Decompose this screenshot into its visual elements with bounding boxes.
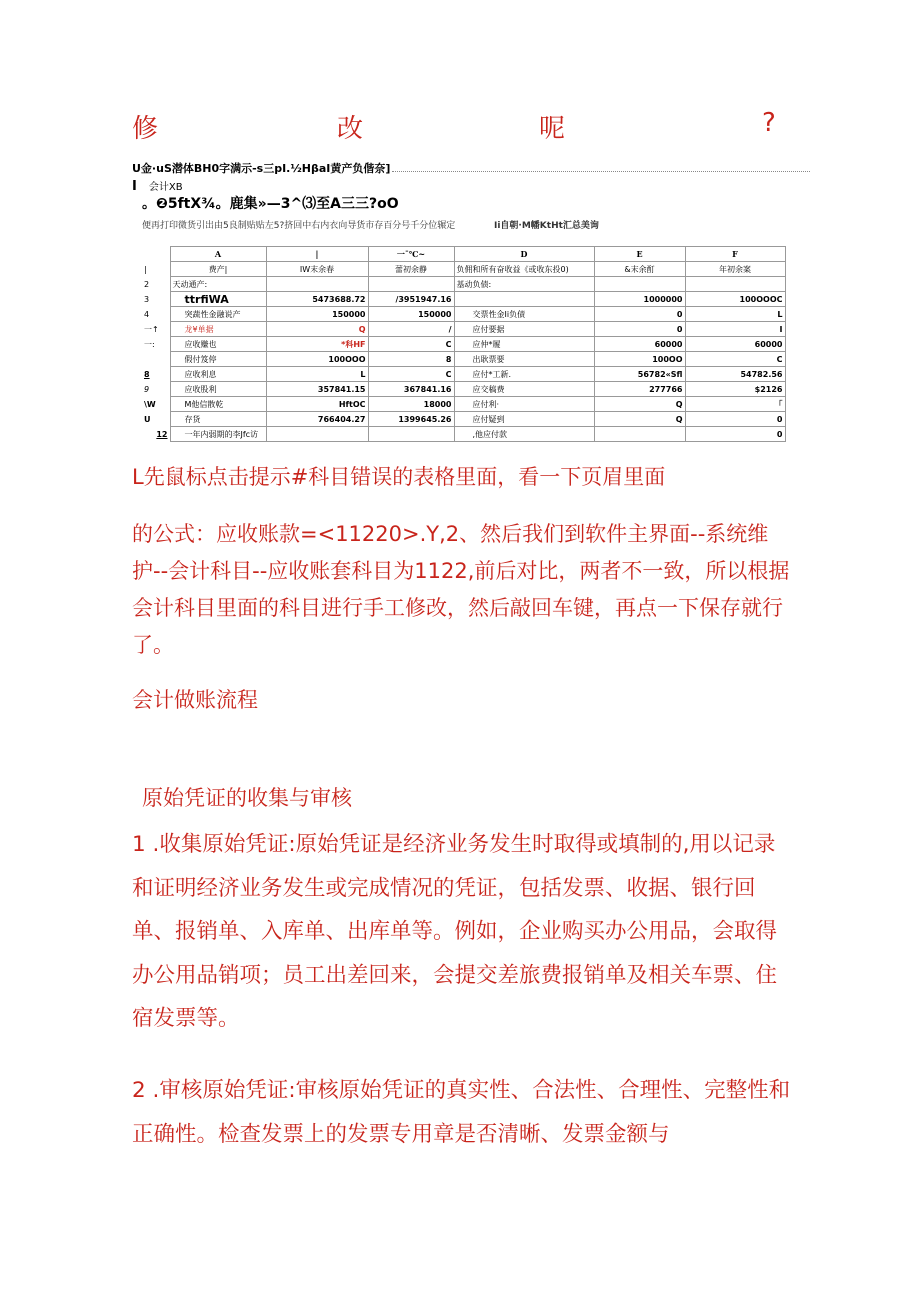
- cell[interactable]: [454, 292, 594, 307]
- table-row: U 存货 766404.27 1399645.26 应付疑到 Q 0: [142, 412, 785, 427]
- cell[interactable]: 0: [594, 307, 685, 322]
- section-heading: 会计做账流程: [132, 688, 258, 712]
- cell[interactable]: 「: [685, 397, 785, 412]
- cell[interactable]: &末余酊: [594, 262, 685, 277]
- cell[interactable]: HftOC: [266, 397, 368, 412]
- col-header[interactable]: A: [170, 247, 266, 262]
- cell[interactable]: L: [266, 367, 368, 382]
- cell[interactable]: 蕾初余静: [368, 262, 454, 277]
- col-header[interactable]: |: [266, 247, 368, 262]
- sheet-tabline: [132, 178, 183, 194]
- cell[interactable]: 0: [685, 427, 785, 442]
- title-char: 改: [337, 114, 364, 144]
- table-row: 8 应收利息 L C 应付*工新. 56782«Sfl 54782.56: [142, 367, 785, 382]
- instruction-paragraph: 的公式：应收账款=<11220>.Y,2、然后我们到软件主界面--系统维护--会计科目--应收账套科目为1122,前后对比，两者不一致，所以根据会计科目里面的科目进行手工修改，然后敲回车键，再点一下保存就行了。: [132, 522, 790, 657]
- cell[interactable]: 假付笈停: [170, 352, 266, 367]
- cell[interactable]: IW末余春: [266, 262, 368, 277]
- cell[interactable]: 1000000: [594, 292, 685, 307]
- cell[interactable]: 766404.27: [266, 412, 368, 427]
- title-char: 呢: [539, 114, 566, 144]
- cell[interactable]: 18000: [368, 397, 454, 412]
- cell[interactable]: 100OOO: [266, 352, 368, 367]
- sheet-menu-left[interactable]: 便再打印微货引出由5良制贴贴左5?挤回中右内衣向导货市存百分号千分位辗定: [142, 221, 456, 231]
- sheet-menu: [142, 218, 599, 231]
- cell[interactable]: $2126: [685, 382, 785, 397]
- cell[interactable]: 应收赚也: [170, 337, 266, 352]
- cell[interactable]: [685, 277, 785, 292]
- cell[interactable]: Q: [266, 322, 368, 337]
- cell[interactable]: /3951947.16: [368, 292, 454, 307]
- cell[interactable]: 367841.16: [368, 382, 454, 397]
- step-2-paragraph: 2 .审核原始凭证:审核原始凭证的真实性、合法性、合理性、完整性和正确性。检查发票上的发票专用章是否清晰、发票金额与: [132, 1078, 791, 1147]
- cell[interactable]: I: [685, 322, 785, 337]
- column-header-row: [142, 247, 785, 262]
- cell[interactable]: 应付*工新.: [454, 367, 594, 382]
- cell[interactable]: 56782«Sfl: [594, 367, 685, 382]
- title-char: 修: [132, 114, 159, 144]
- subsection-title: 原始凭证的收集与审核: [142, 786, 352, 810]
- cell[interactable]: Q: [594, 397, 685, 412]
- cell[interactable]: 应收股利: [170, 382, 266, 397]
- cell[interactable]: Q: [594, 412, 685, 427]
- cell[interactable]: 100OOOC: [685, 292, 785, 307]
- cell[interactable]: 1399645.26: [368, 412, 454, 427]
- cell[interactable]: 应付利·: [454, 397, 594, 412]
- cell[interactable]: 存货: [170, 412, 266, 427]
- cell[interactable]: 100OO: [594, 352, 685, 367]
- cell[interactable]: 应收利息: [170, 367, 266, 382]
- sheet-titlebar-text: U金·uS潜体BH0字满示-s三pI.½HβaI黄产负偕奈]: [132, 162, 391, 175]
- cell[interactable]: 60000: [594, 337, 685, 352]
- step-1-paragraph: 1 .收集原始凭证:原始凭证是经济业务发生时取得或填制的,用以记录和证明经济业务发生或完成情况的凭证，包括发票、收据、银行回单、报销单、入库单、出库单等。例如，企业购买办公用品，会取得办公用品销项；员工出差回来，会提交差旅费报销单及相关车票、住宿发票等。: [132, 832, 778, 1031]
- sheet-titlebar: [132, 160, 810, 176]
- sheet-toolbar[interactable]: 。❷5ftX¾。鹿集»—3^⑶至A三三?oO: [142, 196, 399, 212]
- col-header[interactable]: F: [685, 247, 785, 262]
- cell[interactable]: 应交稿费: [454, 382, 594, 397]
- cell[interactable]: L: [685, 307, 785, 322]
- cell[interactable]: 8: [368, 352, 454, 367]
- sheet-menu-right[interactable]: Ii自朝·M幡KtHt汇总美询: [494, 221, 599, 231]
- table-row: [142, 352, 785, 367]
- cell[interactable]: 出耿票要: [454, 352, 594, 367]
- cell[interactable]: 0: [685, 412, 785, 427]
- cell[interactable]: /: [368, 322, 454, 337]
- cell[interactable]: 基动负债:: [454, 277, 594, 292]
- cell[interactable]: 150000: [266, 307, 368, 322]
- col-header[interactable]: D: [454, 247, 594, 262]
- cell[interactable]: 交票性金Ii负债: [454, 307, 594, 322]
- cell[interactable]: 应付疑到: [454, 412, 594, 427]
- cell[interactable]: [594, 427, 685, 442]
- table-row: 2 天动通产: 基动负债:: [142, 277, 785, 292]
- table-row: \W M他信散乾 HftOC 18000 应付利· Q 「: [142, 397, 785, 412]
- cell[interactable]: 0: [594, 322, 685, 337]
- cell[interactable]: [266, 427, 368, 442]
- table-row: 一↑ 龙¥单据 Q / 应付要据 0 I: [142, 322, 785, 337]
- table-row: 一: 应收赚也 *科HF C 应仲*履 60000 60000: [142, 337, 785, 352]
- balance-sheet-table: [142, 246, 786, 442]
- cell[interactable]: 一年内弱期的李Jfc访: [170, 427, 266, 442]
- table-row: 9 应收股利 357841.15 367841.16 应交稿费 277766 $2126: [142, 382, 785, 397]
- col-header[interactable]: E: [594, 247, 685, 262]
- cell[interactable]: 277766: [594, 382, 685, 397]
- col-header[interactable]: 一ˉ℃~: [368, 247, 454, 262]
- instruction-line-1: L先鼠标点击提示#科目错误的表格里面，看一下页眉里面: [132, 465, 666, 489]
- cell[interactable]: 应仲*履: [454, 337, 594, 352]
- sheet-tab-mark: I: [132, 179, 137, 194]
- title-char: ?: [762, 108, 776, 138]
- cell[interactable]: C: [368, 367, 454, 382]
- cell[interactable]: ttrfiWA: [170, 292, 266, 307]
- table-row: 12 一年内弱期的李Jfc访 ,他应付款 0: [142, 427, 785, 442]
- page-title: [132, 108, 782, 148]
- cell[interactable]: 突蔬性金融说产: [170, 307, 266, 322]
- cell[interactable]: ,他应付款: [454, 427, 594, 442]
- cell[interactable]: C: [368, 337, 454, 352]
- cell[interactable]: 应付要据: [454, 322, 594, 337]
- cell[interactable]: [266, 277, 368, 292]
- cell[interactable]: 龙¥单据: [170, 322, 266, 337]
- cell[interactable]: 357841.15: [266, 382, 368, 397]
- cell[interactable]: 天动通产:: [170, 277, 266, 292]
- cell[interactable]: 60000: [685, 337, 785, 352]
- table-row: 3 ttrfiWA 5473688.72 /3951947.16 1000000 100OOOC: [142, 292, 785, 307]
- cell[interactable]: 54782.56: [685, 367, 785, 382]
- table-row: 4 突蔬性金融说产 150000 150000 交票性金Ii负债 0 L: [142, 307, 785, 322]
- cell[interactable]: M他信散乾: [170, 397, 266, 412]
- cell[interactable]: [594, 277, 685, 292]
- cell[interactable]: *科HF: [266, 337, 368, 352]
- cell[interactable]: C: [685, 352, 785, 367]
- cell[interactable]: 负佣和所有奋收益《或收东投0): [454, 262, 594, 277]
- cell[interactable]: 年初余案: [685, 262, 785, 277]
- cell[interactable]: [368, 277, 454, 292]
- cell[interactable]: 费产|: [170, 262, 266, 277]
- cell[interactable]: 5473688.72: [266, 292, 368, 307]
- cell[interactable]: 150000: [368, 307, 454, 322]
- sheet-tab-label[interactable]: 会计XB: [148, 182, 183, 193]
- table-row: | 费产| IW末余春 蕾初余静 负佣和所有奋收益《或收东投0) &末余酊 年初余案: [142, 262, 785, 277]
- cell[interactable]: [368, 427, 454, 442]
